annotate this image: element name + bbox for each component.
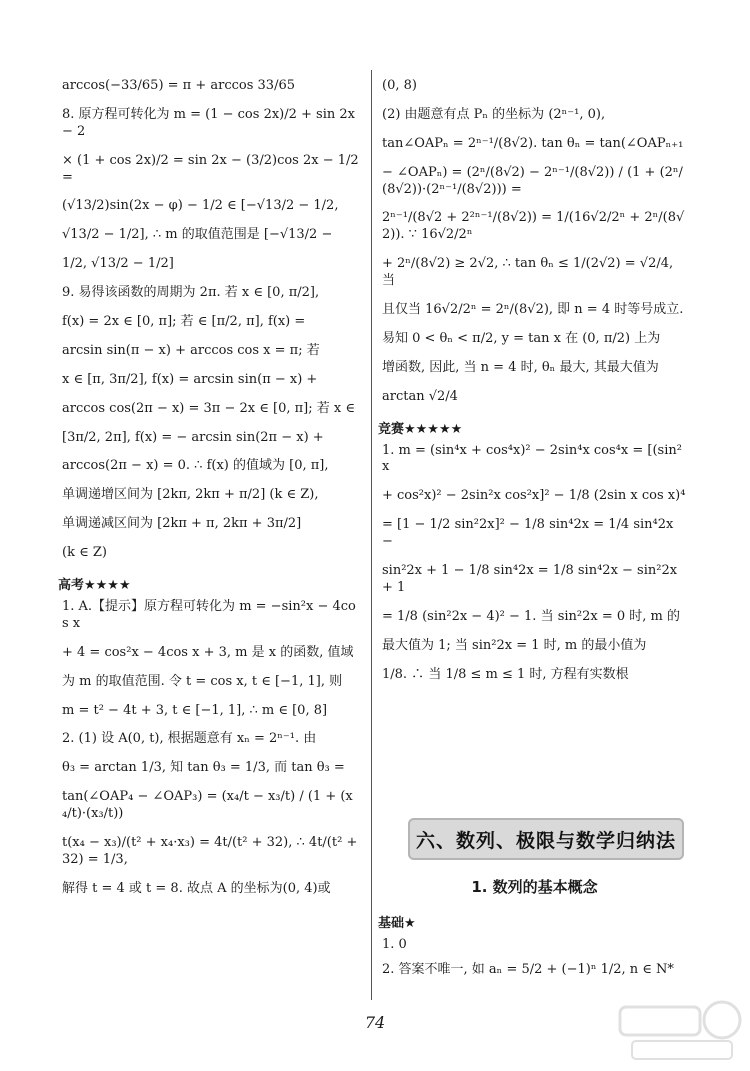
- answer-line: × (1 + cos 2x)/2 = sin 2x − (3/2)cos 2x − 1/2 =: [62, 152, 363, 185]
- answer-line: + cos²x)² − 2sin²x cos²x]² − 1/8 (2sin x cos x)⁴: [382, 488, 686, 504]
- answer-line: (0, 8): [382, 78, 417, 93]
- level-heading-basic: 基础★: [378, 916, 416, 931]
- chapter-banner: [408, 818, 684, 860]
- answer-line: = 1/8 (sin²2x − 4)² − 1. 当 sin²2x = 0 时, m 的: [382, 608, 681, 624]
- answer-line: 单调递增区间为 [2kπ, 2kπ + π/2] (k ∈ Z),: [62, 487, 319, 503]
- answer-line: (√13/2)sin(2x − φ) − 1/2 ∈ [−√13/2 − 1/2,: [62, 198, 339, 214]
- answer-line: 1. m = (sin⁴x + cos⁴x)² − 2sin⁴x cos⁴x = [(sin²x: [382, 442, 682, 475]
- answer-line: 1/8. ∴ 当 1/8 ≤ m ≤ 1 时, 方程有实数根: [382, 666, 629, 682]
- answer-line: (2) 由题意有点 Pₙ 的坐标为 (2ⁿ⁻¹, 0),: [382, 106, 606, 122]
- right-column: [378, 78, 687, 695]
- answer-line: 为 m 的取值范围. 令 t = cos x, t ∈ [−1, 1], 则: [62, 673, 343, 689]
- level-heading: 高考★★★★: [58, 578, 131, 594]
- answer-line: 1. 0: [382, 937, 407, 952]
- watermark-logo: [612, 995, 742, 1065]
- page-number: 74: [364, 1013, 386, 1032]
- answer-line: = [1 − 1/2 sin²2x]² − 1/8 sin⁴2x = 1/4 sin⁴2x −: [382, 517, 678, 550]
- left-column: [58, 78, 363, 910]
- answer-line: arctan √2/4: [382, 388, 458, 404]
- answer-line: 单调递减区间为 [2kπ + π, 2kπ + 3π/2]: [62, 516, 302, 532]
- answer-line: [3π/2, 2π], f(x) = − arcsin sin(2π − x) +: [62, 429, 324, 445]
- answer-line: 最大值为 1; 当 sin²2x = 1 时, m 的最小值为: [382, 637, 647, 653]
- answer-line: 增函数, 因此, 当 n = 4 时, θₙ 最大, 其最大值为: [382, 359, 659, 375]
- answer-line: sin²2x + 1 − 1/8 sin⁴2x = 1/8 sin⁴2x − sin²2x + 1: [382, 563, 682, 595]
- answer-line: arccos(2π − x) = 0. ∴ f(x) 的值域为 [0, π],: [62, 458, 329, 474]
- answer-line: t(x₄ − x₃)/(t² + x₄·x₃) = 4t/(t² + 32), ∴ 4t/(t² + 32) = 1/3,: [62, 835, 362, 867]
- level-heading: 竞赛★★★★★: [378, 421, 463, 437]
- answer-line: tan(∠OAP₄ − ∠OAP₃) = (x₄/t − x₃/t) / (1 + (x₄/t)·(x₃/t)): [62, 789, 353, 822]
- answer-line: arccos cos(2π − x) = 3π − 2x ∈ [0, π]; 若 x ∈: [62, 400, 355, 416]
- answer-line: m = t² − 4t + 3, t ∈ [−1, 1], ∴ m ∈ [0, 8]: [62, 702, 328, 718]
- answer-line: − ∠OAPₙ) = (2ⁿ/(8√2) − 2ⁿ⁻¹/(8√2)) / (1 + (2ⁿ/(8√2))·(2ⁿ⁻¹/(8√2))) =: [382, 164, 683, 197]
- chapter-title: 六、数列、极限与数学归纳法: [415, 829, 676, 852]
- chapter-content: [378, 906, 687, 987]
- answer-line: 1. A.【提示】原方程可转化为 m = −sin²x − 4cos x: [62, 599, 356, 631]
- answer-line: f(x) = 2x ∈ [0, π]; 若 ∈ [π/2, π], f(x) =: [62, 314, 306, 330]
- answer-line: 2ⁿ⁻¹/(8√2 + 2²ⁿ⁻¹/(8√2)) = 1/(16√2/2ⁿ + 2ⁿ/(8√2)). ∵ 16√2/2ⁿ: [382, 210, 685, 243]
- answer-line: arcsin sin(π − x) + arccos cos x = π; 若: [62, 342, 320, 358]
- section-subtitle: 1. 数列的基本概念: [471, 878, 598, 896]
- answer-line: 且仅当 16√2/2ⁿ = 2ⁿ/(8√2), 即 n = 4 时等号成立.: [382, 302, 684, 318]
- answer-line: + 4 = cos²x − 4cos x + 3, m 是 x 的函数, 值域: [62, 644, 354, 660]
- answer-line: (k ∈ Z): [62, 545, 107, 561]
- answer-line: 解得 t = 4 或 t = 8. 故点 A 的坐标为(0, 4)或: [62, 880, 331, 896]
- answer-line: 8. 原方程可转化为 m = (1 − cos 2x)/2 + sin 2x − 2: [62, 106, 360, 139]
- answer-line: tan∠OAPₙ = 2ⁿ⁻¹/(8√2). tan θₙ = tan(∠OAPₙ₊₁: [382, 135, 684, 151]
- answer-line: 易知 0 < θₙ < π/2, y = tan x 在 (0, π/2) 上为: [382, 330, 661, 346]
- answer-line: 1/2, √13/2 − 1/2]: [62, 256, 174, 272]
- answer-line: θ₃ = arctan 1/3, 知 tan θ₃ = 1/3, 而 tan θ₃ =: [62, 760, 345, 776]
- column-divider: [371, 70, 372, 1000]
- answer-line: arccos(−33/65) = π + arccos 33/65: [62, 78, 296, 93]
- answer-line: 2. (1) 设 A(0, t), 根据题意有 xₙ = 2ⁿ⁻¹. 由: [62, 731, 317, 747]
- answer-line: 9. 易得该函数的周期为 2π. 若 x ∈ [0, π/2],: [62, 285, 320, 301]
- answer-line: √13/2 − 1/2], ∴ m 的取值范围是 [−√13/2 −: [62, 227, 333, 243]
- answer-line: 2. 答案不唯一, 如 aₙ = 5/2 + (−1)ⁿ 1/2, n ∈ N*: [382, 961, 674, 977]
- answer-line: x ∈ [π, 3π/2], f(x) = arcsin sin(π − x) +: [62, 371, 318, 387]
- answer-line: + 2ⁿ/(8√2) ≥ 2√2, ∴ tan θₙ ≤ 1/(2√2) = √2/4, 当: [382, 256, 678, 289]
- watermark-icon: [612, 995, 742, 1065]
